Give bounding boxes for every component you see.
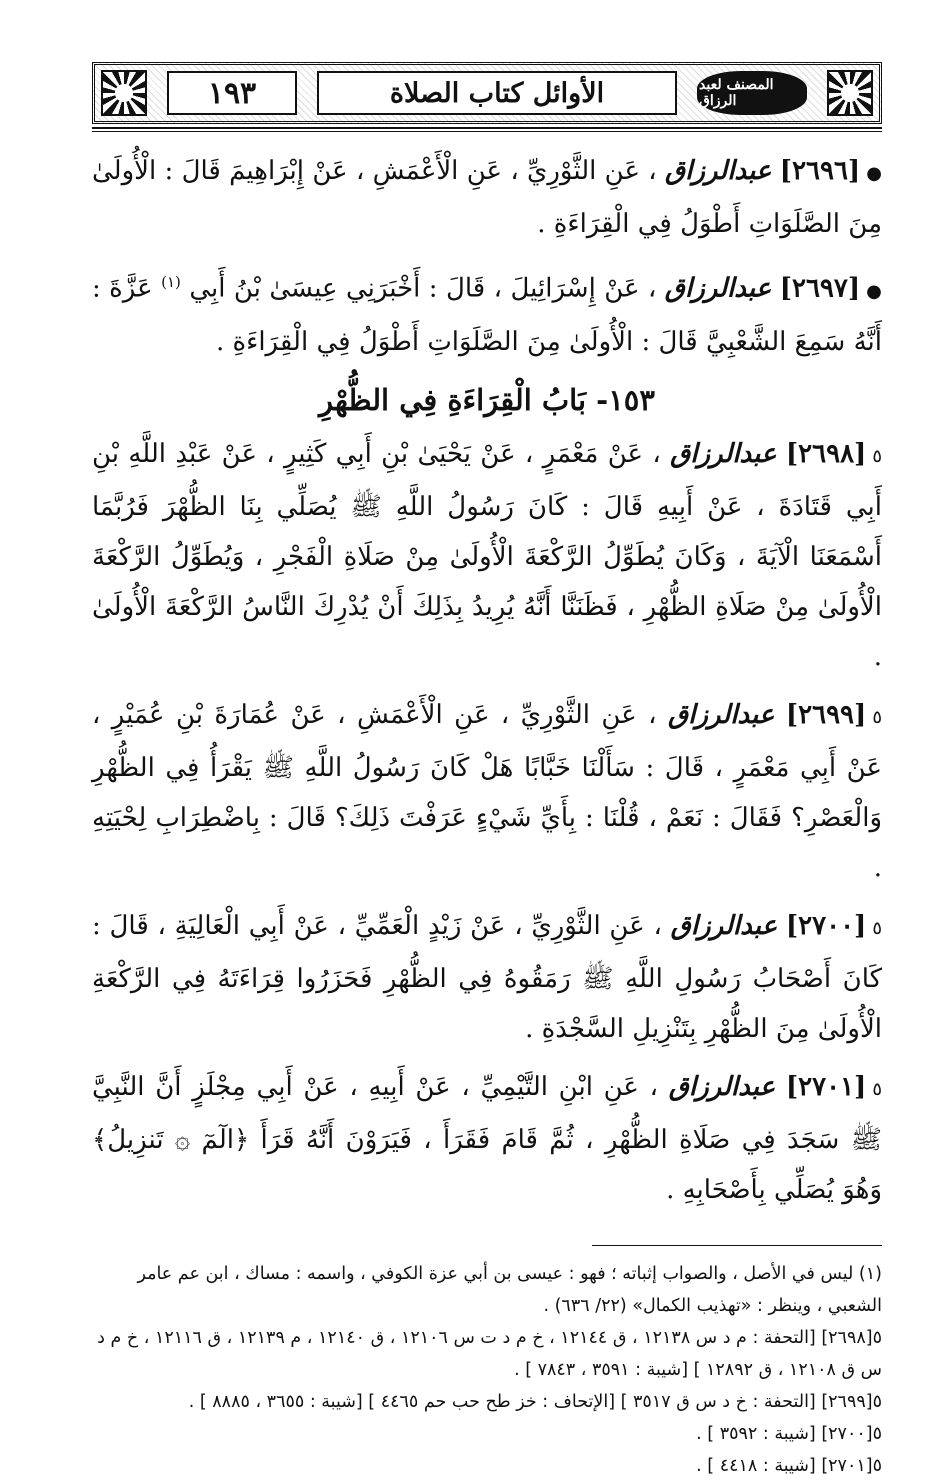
narration-number: [٢٦٩٧] [779,273,861,304]
ornament-right-icon [827,70,873,116]
footnotes [92,1258,882,1482]
author-name: عبدالرزاق [670,910,778,941]
hadith-number: [٢٧٠٠] [785,910,867,941]
running-header [92,62,882,124]
footnote-1: (١) ليس في الأصل ، والصواب إثباته ؛ فهو : عيسى بن أبي عزة الكوفي ، واسمه : مساك ، ابن عم عامر الشعبي ، وينظر : «تهذيب الكمال» (٢٢/ ٦٣٦) . [137,1263,882,1316]
footnote-ref[interactable]: (١) [161,273,181,291]
author-name: عبدالرزاق [664,156,772,186]
footnote-2700: ٥[٢٧٠٠] [شيبة : ٣٥٩٢ ] . [696,1423,882,1444]
hadith-2701 [92,1062,882,1215]
narration-text: ، عَنْ إِسْرَائِيلَ ، قَالَ : أَخْبَرَنِي عِيسَىٰ بْنُ أَبِي [189,273,657,304]
circle-bullet-icon: ٥ [872,445,883,467]
header-rule [92,127,882,129]
athar-2697 [92,257,882,367]
hadith-text: ، عَنِ ابْنِ التَّيْمِيِّ ، عَنْ أَبِيهِ ، عَنْ أَبِي مِجْلَزٍ أَنَّ النَّبِيَّ ﷺ سَجَدَ فِي صَلَاةِ الظُّهْرِ ، ثُمَّ قَامَ فَقَرَأَ ، فَيَرَوْنَ أَنَّهُ قَرَأَ ﴿الٓمٓ ۞ تَنزِيلُ﴾ وَهُوَ يُصَلِّي بِأَصْحَابِهِ . [92,1071,882,1205]
footnote-2701: ٥[٢٧٠١] [شيبة : ٤٤١٨ ] . [696,1455,882,1476]
page [92,62,882,1482]
hadith-2700 [92,901,882,1054]
page-number: ١٩٣ [167,71,297,115]
hadith-2698 [92,429,882,682]
hadith-text: ، عَنْ مَعْمَرٍ ، عَنْ يَحْيَىٰ بْنِ أَبِي كَثِيرٍ ، عَنْ عَبْدِ اللَّهِ بْنِ أَبِي قَتَادَةَ ، عَنْ أَبِيهِ قَالَ : كَانَ رَسُولُ اللَّهِ ﷺ يُصَلِّي بِنَا الظُّهْرَ فَرُبَّمَا أَسْمَعَنَا الْآيَةَ ، وَكَانَ يُطَوِّلُ الرَّكْعَةَ الْأُولَىٰ مِنْ صَلَاةِ الْفَجْرِ ، وَيُطَوِّلُ الرَّكْعَةَ الْأُولَىٰ مِنْ صَلَاةِ الظُّهْرِ ، فَظَنَنَّا أَنَّهُ يُرِيدُ بِذَلِكَ أَنْ يُدْرِكَ النَّاسُ الرَّكْعَةَ الْأُولَىٰ . [92,438,882,672]
athar-2696 [92,146,882,249]
chapter-title: الأوائل كتاب الصلاة [317,71,677,115]
author-name: عبدالرزاق [670,438,777,469]
bullet-icon: ● [866,280,883,302]
author-name: عبدالرزاق [667,699,775,730]
header-rule-thin [92,131,882,132]
hadith-2699 [92,690,882,893]
footnote-separator [592,1245,882,1246]
hadith-text: ، عَنِ الثَّوْرِيِّ ، عَنِ الْأَعْمَشِ ، عَنْ عُمَارَةَ بْنِ عُمَيْرٍ ، عَنْ أَبِي مَعْمَرٍ ، قَالَ : سَأَلْنَا خَبَّابًا هَلْ كَانَ رَسُولُ اللَّهِ ﷺ يَقْرَأُ فِي الظُّهْرِ وَالْعَصْرِ؟ فَقَالَ : نَعَمْ ، قُلْنَا : بِأَيِّ شَيْءٍ عَرَفْتَ ذَلِكَ؟ قَالَ : بِاضْطِرَابِ لِحْيَتِهِ . [92,699,883,883]
ornament-left-icon [101,70,147,116]
hadith-text: ، عَنِ الثَّوْرِيِّ ، عَنْ زَيْدٍ الْعَمِّيِّ ، عَنْ أَبِي الْعَالِيَةِ ، قَالَ : كَانَ أَصْحَابُ رَسُولِ اللَّهِ ﷺ رَمَقُوهُ فِي الظُّهْرِ فَحَزَرُوا قِرَاءَتَهُ فِي الرَّكْعَةِ الْأُولَىٰ مِنَ الظُّهْرِ بِتَنْزِيلِ السَّجْدَةِ . [92,910,882,1044]
author-name: عبدالرزاق [664,273,772,304]
section-heading: ١٥٣- بَابُ الْقِرَاءَةِ فِي الظُّهْرِ [319,382,655,417]
circle-bullet-icon: ٥ [872,1078,883,1100]
narration-text: ، عَنِ الثَّوْرِيِّ ، عَنِ الْأَعْمَشِ ، عَنْ إِبْرَاهِيمَ قَالَ : الْأُولَىٰ مِنَ الصَّلَوَاتِ أَطْوَلُ فِي الْقِرَاءَةِ . [92,156,882,239]
narration-text-cont: عَزَّةَ : أَنَّهُ سَمِعَ الشَّعْبِيَّ قَالَ : الْأُولَىٰ مِنَ الصَّلَوَاتِ أَطْوَلُ فِي الْقِرَاءَةِ . [92,273,882,357]
book-logo: المصنف لعبد الرزاق [697,71,807,115]
circle-bullet-icon: ٥ [872,706,882,728]
hadith-number: [٢٦٩٨] [785,438,867,469]
footnote-2699: ٥[٢٦٩٩] [التحفة : خ د س ق ٣٥١٧ ] [الإتحاف : خز طح حب حم ٤٤٦٥ ] [شيبة : ٣٦٥٥ ، ٨٨٨٥ ] . [188,1391,882,1412]
footnote-2698: ٥[٢٦٩٨] [التحفة : م د س ١٢١٣٨ ، ق ١٢١٤٤ ، خ م د ت س ١٢١٠٦ ، ق ١٢١٤٠ ، م ١٢١٣٩ ، ق ١٢١١٦ ، خ م د س ق ١٢١٠٨ ، ق ١٢٨٩٢ ] [شيبة : ٣٥٩١ ، ٧٨٤٣ ] . [97,1327,882,1380]
hadith-number: [٢٦٩٩] [785,699,867,730]
hadith-number: [٢٧٠١] [785,1071,867,1102]
bullet-icon: ● [866,163,882,184]
main-text [92,146,882,1215]
narration-number: [٢٦٩٦] [779,156,861,186]
circle-bullet-icon: ٥ [872,917,883,939]
author-name: عبدالرزاق [668,1071,776,1102]
